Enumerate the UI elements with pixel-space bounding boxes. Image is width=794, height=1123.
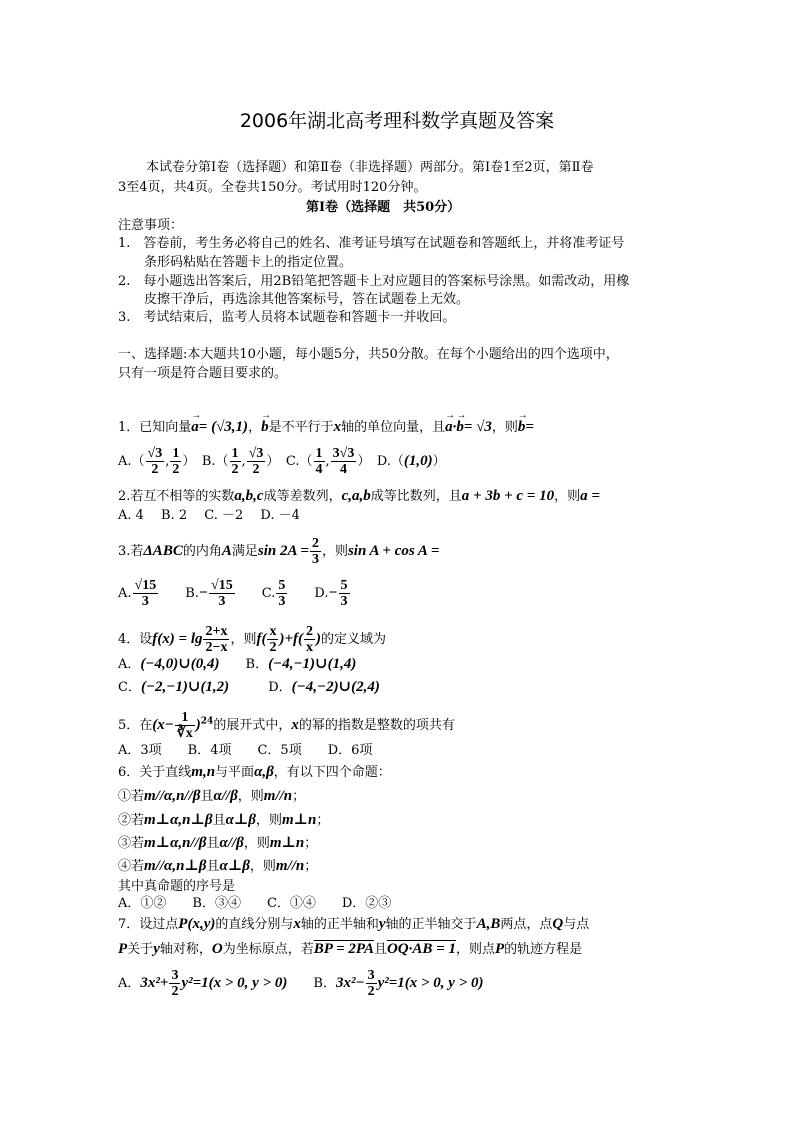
note-line: 3. 考试结束后，监考人员将本试题卷和答题卡一并收回。 <box>118 310 456 325</box>
q7-options: A．3x²+ $\frac{3}{2}$ y²=1(x > 0, y > 0) B．3x²− $\frac{3}{2}$ y²=1(x > 0, y > 0) <box>118 968 484 999</box>
q7-stem-line-1: 7．设过点P(x,y)的直线分别与x轴的正半轴和y轴的正半轴交于A,B两点，点Q与点 <box>118 916 590 932</box>
q6-tail: 其中真命题的序号是 <box>118 879 236 894</box>
q6-proposition-1: ①若m//α,n//β且α//β，则m//n； <box>118 788 306 804</box>
section1-line-2: 只有一项是符合题目要求的。 <box>118 366 288 381</box>
note-line: 2. 每小题选出答案后，用2B铅笔把答题卡上对应题目的答案标号涂黑。如需改动，用橡 <box>118 274 630 289</box>
q3-options: A. $\frac{√15}{3}$ B.− $\frac{√15}{3}$ C. $\frac{5}{3}$ D.− $\frac{5}{3}$ <box>118 578 348 609</box>
vector-b: → b <box>261 417 269 437</box>
section1-line-1: 一、选择题:本大题共10小题，每小题5分，共50分散。在每个小题给出的四个选项中， <box>118 347 619 362</box>
q6-stem: 6．关于直线m,n与平面α,β，有以下四个命题： <box>118 764 391 780</box>
intro-line-1: 本试卷分第Ⅰ卷（选择题）和第Ⅱ卷（非选择题）两部分。第Ⅰ卷1至2页，第Ⅱ卷 <box>146 160 594 175</box>
part-heading: 第Ⅰ卷（选择题 共50分） <box>306 200 461 215</box>
vector-a: → a <box>191 417 199 437</box>
q6-proposition-2: ②若m⊥α,n⊥β且α⊥β，则m⊥n； <box>118 812 330 828</box>
q2-options: A. 4 B. 2 C. －2 D. －4 <box>118 508 300 523</box>
q6-proposition-4: ④若m//α,n⊥β且α⊥β，则m//n； <box>118 858 318 874</box>
q4-stem: 4．设f(x) = lg $\frac{2+x}{2-x}$ ，则f( $\frac{x}{2}$ )+f( $\frac{2}{x}$ )的定义域为 <box>118 624 387 655</box>
note-line: 1. 答卷前，考生务必将自己的姓名、准考证号填写在试题卷和答题纸上，并将准考证号 <box>118 236 625 251</box>
note-line: 条形码粘贴在答题卡上的指定位置。 <box>118 255 353 270</box>
q1-options: A.（ $\frac{√3}{2}$ , $\frac{1}{2}$ ） B.（ $\frac{1}{2}$ , $\frac{√3}{2}$ ） C.（ $\frac{1}{4}$ , $\frac{3√3}{4}$ ） D.（(1,0)） <box>118 446 446 477</box>
q6-options: A．①② B．③④ C．①④ D．②③ <box>118 896 392 911</box>
notes-heading: 注意事项： <box>118 218 184 233</box>
q3-stem: 3.若ΔABC的内角A满足sin 2A = $\frac{2}{3}$ ，则sin A + cos A = <box>118 536 440 567</box>
q4-options-cd: C．(−2,−1)∪(1,2) D．(−4,−2)∪(2,4) <box>118 679 380 695</box>
q4-options-ab: A．(−4,0)∪(0,4) B．(−4,−1)∪(1,4) <box>118 656 357 672</box>
q2-stem: 2.若互不相等的实数a,b,c成等差数列，c,a,b成等比数列，且a + 3b + c = 10，则a = <box>118 488 600 504</box>
q5-stem: 5．在(x− $\frac{1}{∛x}$ )$^{24}$的展开式中，x的幂的指数是整数的项共有 <box>118 710 455 741</box>
q6-proposition-3: ③若m⊥α,n//β且α//β，则m⊥n； <box>118 835 318 851</box>
note-line: 皮擦干净后，再选涂其他答案标号，答在试题卷上无效。 <box>118 292 470 307</box>
page-title: 2006年湖北高考理科数学真题及答案 <box>239 110 555 132</box>
q1-stem: 1．已知向量→ a= (√3,1)，→ b是不平行于x轴的单位向量，且→ a·→ b= √3，则→ b= <box>118 417 534 438</box>
q7-stem-line-2: P关于y轴对称，O为坐标原点，若BP = 2PA且OQ·AB = 1，则点P的轨迹方程是 <box>118 941 583 957</box>
intro-line-2: 3至4页，共4页。全卷共150分。考试用时120分钟。 <box>118 180 427 195</box>
q5-options: A．3项 B．4项 C．5项 D．6项 <box>118 743 373 758</box>
